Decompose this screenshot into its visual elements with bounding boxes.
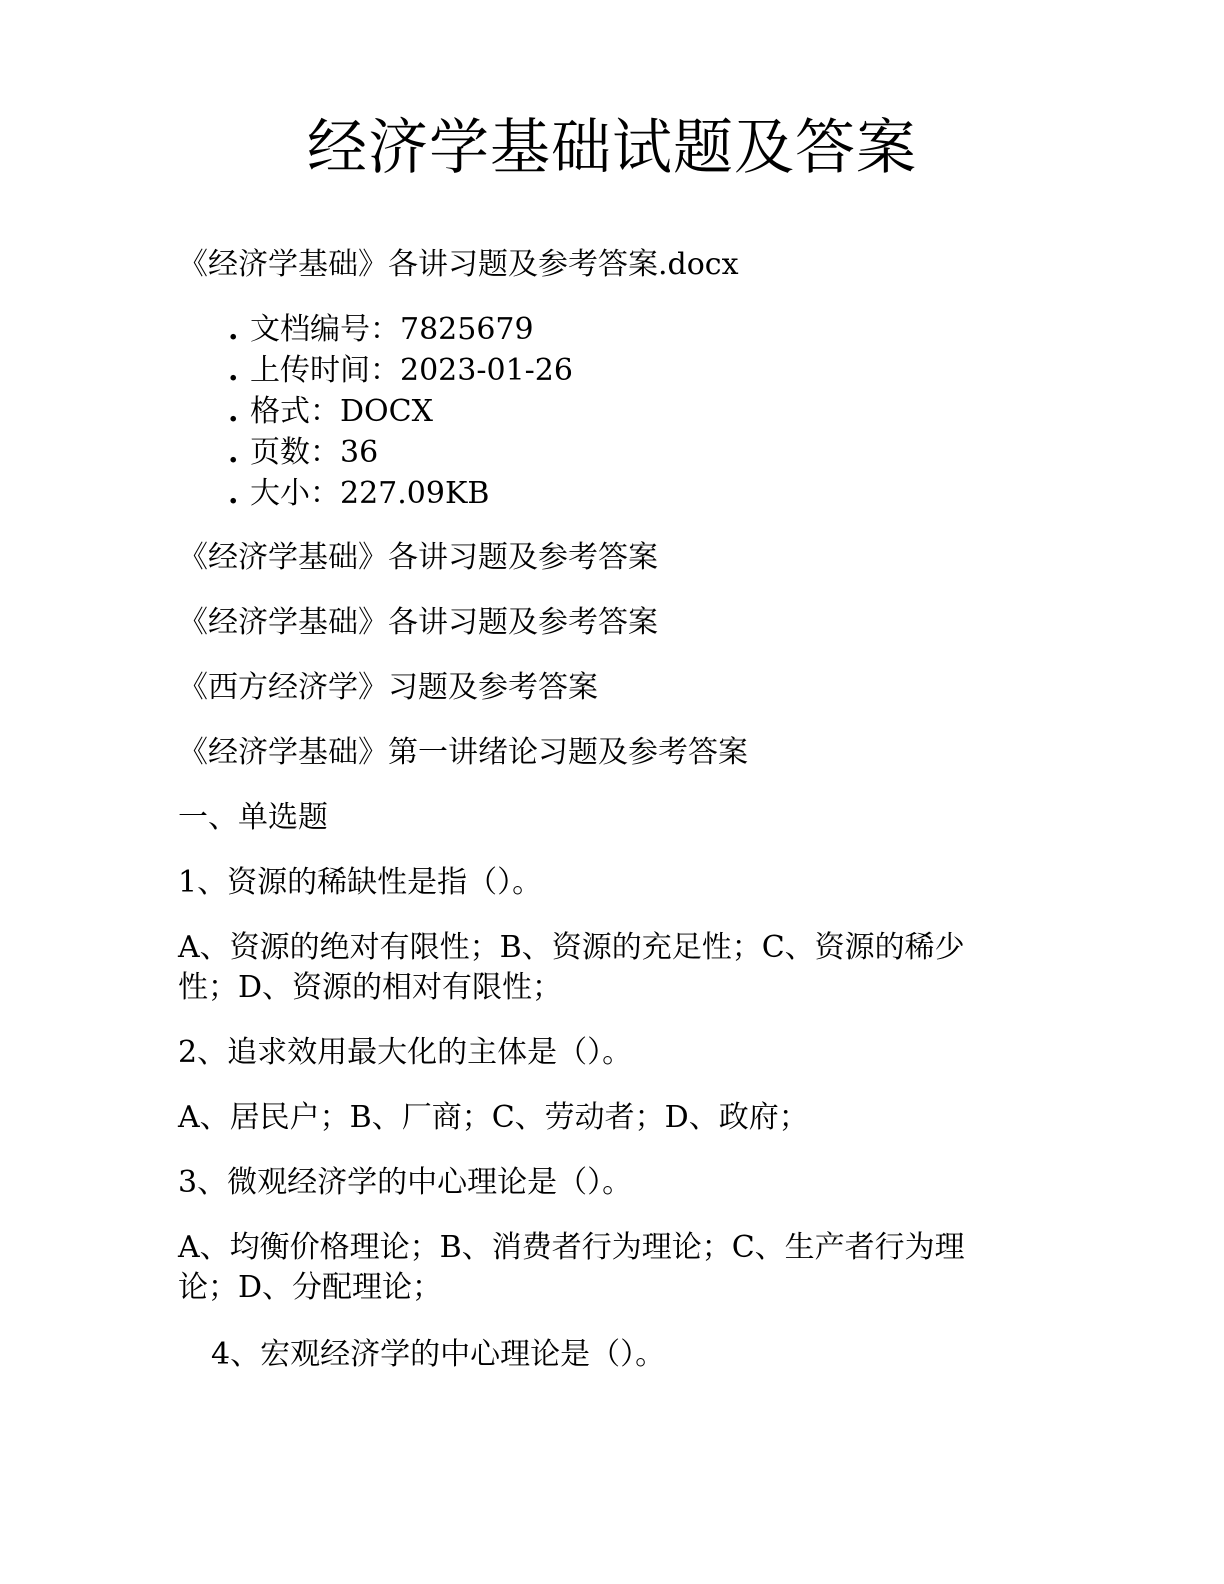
bullet-icon: . xyxy=(228,353,239,388)
document-meta-list xyxy=(228,309,573,514)
meta-item-label: 上传时间：2023-01-26 xyxy=(250,353,573,388)
question-2-options: A、居民户；B、厂商；C、劳动者；D、政府； xyxy=(178,1100,809,1135)
bullet-icon: . xyxy=(228,394,239,429)
question-3-options: A、均衡价格理论；B、消费者行为理论；C、生产者行为理论；D、分配理论； xyxy=(178,1230,965,1305)
meta-item-label: 格式：DOCX xyxy=(250,394,433,429)
meta-item-label: 文档编号：7825679 xyxy=(250,312,534,347)
file-name: 《经济学基础》各讲习题及参考答案.docx xyxy=(178,247,739,282)
document-title: 经济学基础试题及答案 xyxy=(307,113,917,183)
heading-1: 《经济学基础》各讲习题及参考答案 xyxy=(178,540,658,575)
question-1-options: A、资源的绝对有限性；B、资源的充足性；C、资源的稀少性；D、资源的相对有限性； xyxy=(178,930,965,1005)
heading-3: 《西方经济学》习题及参考答案 xyxy=(178,670,598,705)
question-3: 3、微观经济学的中心理论是（）。 xyxy=(178,1165,633,1200)
meta-item-label: 大小：227.09KB xyxy=(250,476,490,511)
bullet-icon: . xyxy=(228,435,239,470)
question-1: 1、资源的稀缺性是指（）。 xyxy=(178,865,543,900)
meta-item-label: 页数：36 xyxy=(250,435,379,470)
meta-item-size xyxy=(228,473,573,514)
heading-4: 《经济学基础》第一讲绪论习题及参考答案 xyxy=(178,735,748,770)
meta-item-pages xyxy=(228,432,573,473)
meta-item-format xyxy=(228,391,573,432)
bullet-icon: . xyxy=(228,476,239,511)
question-4: 4、宏观经济学的中心理论是（）。 xyxy=(211,1337,666,1372)
meta-item-upload-time xyxy=(228,350,573,391)
meta-item-doc-id xyxy=(228,309,573,350)
section-title: 一、单选题 xyxy=(178,800,328,835)
heading-2: 《经济学基础》各讲习题及参考答案 xyxy=(178,605,658,640)
bullet-icon: . xyxy=(228,312,239,347)
question-2: 2、追求效用最大化的主体是（）。 xyxy=(178,1035,633,1070)
